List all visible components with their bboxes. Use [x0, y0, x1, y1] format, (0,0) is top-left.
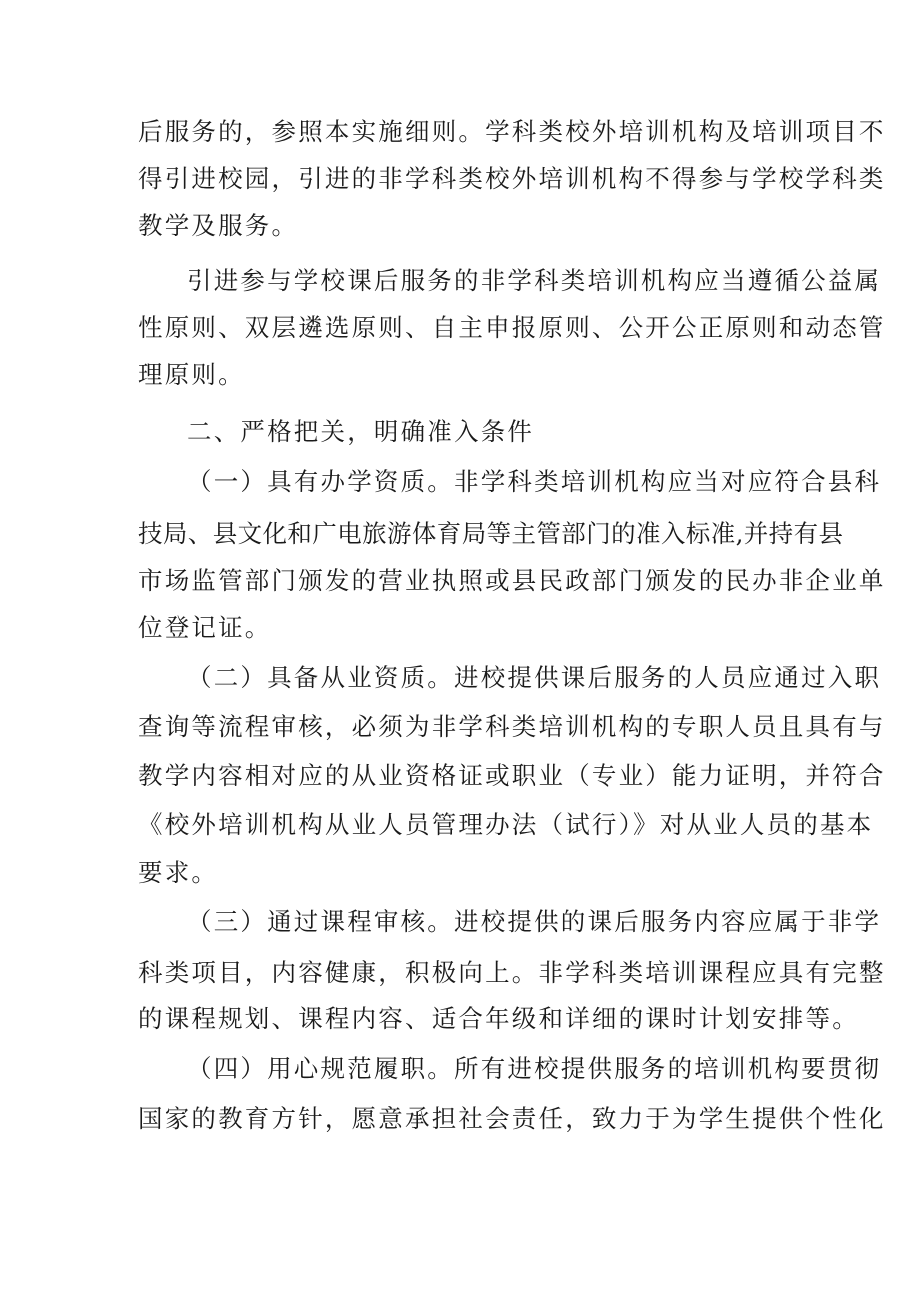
- text-line: 位登记证。: [138, 613, 272, 642]
- text-line: 科类项目，内容健康，积极向上。非学科类培训课程应具有完整: [138, 958, 886, 987]
- text-line: 技局、县文化和广电旅游体育局等主管部门的准入标准,并持有县: [138, 519, 844, 548]
- section-heading: 二、严格把关，明确准入条件: [187, 417, 535, 446]
- text-line: 教学及服务。: [138, 211, 299, 240]
- text-line: （三）通过课程审核。进校提供的课后服务内容应属于非学: [187, 907, 882, 936]
- text-line: （一）具有办学资质。非学科类培训机构应当对应符合县科: [187, 467, 882, 496]
- text-line: 性原则、双层遴选原则、自主申报原则、公开公正原则和动态管: [138, 313, 886, 342]
- text-line: 市场监管部门颁发的营业执照或县民政部门颁发的民办非企业单: [138, 566, 886, 595]
- text-line: 得引进校园，引进的非学科类校外培训机构不得参与学校学科类: [138, 164, 886, 193]
- text-line: 引进参与学校课后服务的非学科类培训机构应当遵循公益属: [187, 266, 882, 295]
- text-line: 教学内容相对应的从业资格证或职业（专业）能力证明，并符合: [138, 761, 886, 790]
- text-line: 要求。: [138, 858, 219, 887]
- text-line: 查询等流程审核，必须为非学科类培训机构的专职人员且具有与: [138, 712, 886, 741]
- text-line: 后服务的，参照本实施细则。学科类校外培训机构及培训项目不: [138, 117, 886, 146]
- text-line: 国家的教育方针，愿意承担社会责任，致力于为学生提供个性化: [138, 1104, 886, 1133]
- text-line: 的课程规划、课程内容、适合年级和详细的课时计划安排等。: [138, 1004, 859, 1033]
- text-line: 《校外培训机构从业人员管理办法（试行）》对从业人员的基本: [138, 810, 874, 839]
- text-line: （四）用心规范履职。所有进校提供服务的培训机构要贯彻: [187, 1054, 882, 1083]
- text-line: 理原则。: [138, 360, 245, 389]
- text-line: （二）具备从业资质。进校提供课后服务的人员应通过入职: [187, 663, 882, 692]
